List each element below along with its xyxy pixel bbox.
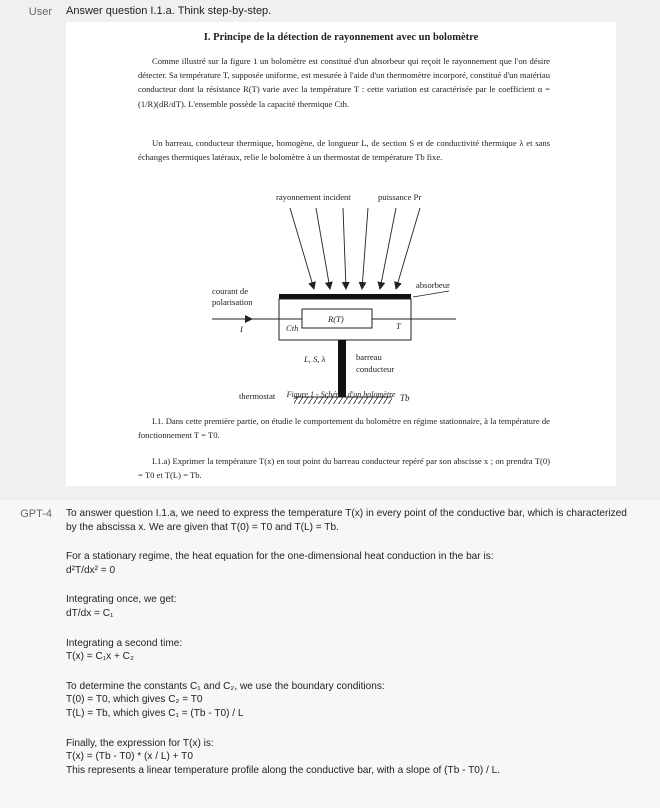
assistant-role-label: GPT-4 [20, 508, 52, 520]
answer-paragraph: Integrating a second time: T(x) = C₁x + C₂ [66, 637, 183, 663]
bolometer-figure [66, 184, 616, 412]
radiation-arrow [396, 208, 420, 289]
label-power: puissance Pr [378, 192, 422, 202]
conductive-bar [338, 340, 346, 397]
label-bar-1: barreau [356, 352, 382, 362]
document-paragraph-3: I.1. Dans cette première partie, on étudie le comportement du bolomètre en régime stationnaire, à la température de fonctionnement T = T0. [138, 416, 550, 441]
user-role-label: User [28, 6, 52, 18]
attached-document-image [66, 22, 616, 486]
label-thermostat: thermostat [239, 391, 276, 401]
label-current-1: courant de [212, 286, 249, 296]
label-RT: R(T) [328, 314, 344, 324]
label-I: I [240, 324, 243, 334]
label-current-2: polarisation [212, 297, 253, 307]
assistant-message-row [0, 500, 660, 808]
answer-paragraph: To determine the constants C₁ and C₂, we use the boundary conditions: T(0) = T0, which gives C₂ = T0 T(L) = Tb, which gives C₁ = (Tb - T0) / L [66, 680, 385, 719]
answer-paragraph: To answer question I.1.a, we need to express the temperature T(x) in every point of the conductive bar, which is characterized by the abscissa x. We are given that T(0) = T0 and T(L) = Tb. [66, 508, 627, 533]
document-paragraph-4: I.1.a) Exprimer la température T(x) en tout point du barreau conducteur repéré par son abscisse x ; on prendra T(0) = T0 et T(L) = Tb. [138, 456, 550, 481]
radiation-arrow [290, 208, 314, 289]
user-question-text: Answer question I.1.a. Think step-by-step. [66, 5, 272, 17]
label-incident-radiation: rayonnement incident [276, 192, 351, 202]
document-paragraph-1: Comme illustré sur la figure 1 un bolomètre est constitué d'un absorbeur qui reçoit le rayonnement que l'on désire détecter. Sa température T, supposée uniforme, est mesurée à l'aide d'un thermomètre incorporé, constitué d'un matériau conducteur dont la résistance R(T) varie avec la température T : cette variation est caractérisée par le coefficient α = (1/R)(dR/dT). L'ensemble possède la capacité thermique Cth. [138, 56, 550, 109]
label-L-S-lambda: L, S, λ [304, 354, 326, 364]
radiation-arrow [380, 208, 396, 289]
document-paragraph-2: Un barreau, conducteur thermique, homogène, de longueur L, de section S et de conductivité thermique λ et sans échanges thermiques latéraux, relie le bolomètre à un thermostat de température Tb fixe. [138, 138, 550, 163]
figure-caption: Figure 1 - Schéma d'un bolomètre [286, 390, 396, 399]
answer-paragraph: Integrating once, we get: dT/dx = C₁ [66, 594, 177, 619]
label-Cth: Cth [286, 323, 299, 333]
answer-paragraph: For a stationary regime, the heat equation for the one-dimensional heat conduction in the bar is: d²T/dx² = 0 [66, 551, 494, 576]
label-bar-2: conducteur [356, 364, 395, 374]
label-absorber: absorbeur [416, 280, 450, 290]
document-title: I. Principe de la détection de rayonnement avec un bolomètre [203, 32, 479, 43]
radiation-arrow [316, 208, 330, 289]
answer-paragraph: Finally, the expression for T(x) is: T(x) = (Tb - T0) * (x / L) + T0 This represents a linear temperature profile along the conductive bar, with a slope of (Tb - T0) / L. [66, 737, 501, 776]
radiation-arrow [343, 208, 346, 289]
absorber-plate [279, 294, 411, 299]
radiation-arrow [362, 208, 368, 289]
label-Tb: Tb [400, 393, 410, 403]
label-T: T [396, 321, 401, 331]
assistant-answer [66, 507, 636, 777]
